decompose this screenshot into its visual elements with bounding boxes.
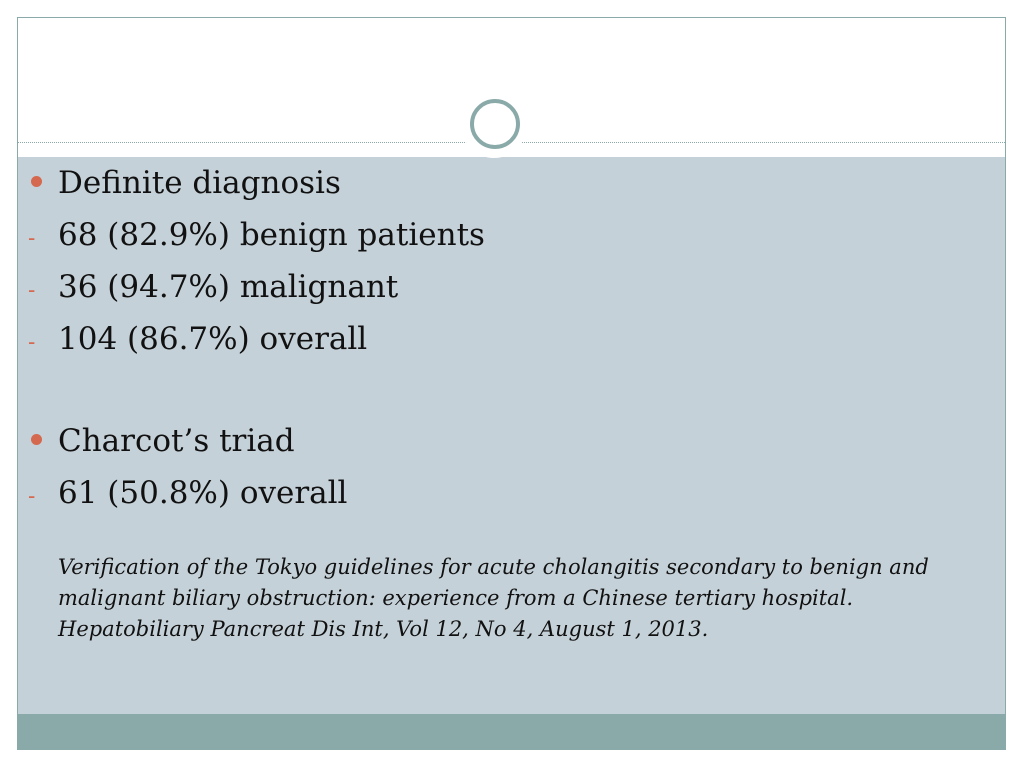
bullet-marker — [28, 160, 52, 206]
dash-marker — [28, 264, 52, 313]
bullet-item-definite-diagnosis — [28, 160, 968, 212]
ring-ornament-icon — [470, 99, 520, 149]
dash-item-malignant — [28, 264, 968, 316]
dash-text: 36 (94.7%) malignant — [58, 269, 399, 305]
spacer — [28, 522, 968, 552]
dash-text: 68 (82.9%) benign patients — [58, 217, 485, 253]
dash-marker — [28, 316, 52, 365]
spacer — [28, 368, 968, 418]
dash-glyph: - — [28, 329, 36, 354]
dash-glyph: - — [28, 225, 36, 250]
slide-body — [28, 160, 968, 645]
citation-text: Verification of the Tokyo guidelines for acute cholangitis secondary to benign and malignant biliary obstruction: experience from a Chinese tertiary hospital. Hepatobiliary Pancreat Dis Int, Vol 12, No 4, August 1, 2013. — [58, 555, 929, 641]
bullet-text: Charcot’s triad — [58, 423, 295, 459]
dash-glyph: - — [28, 483, 36, 508]
bullet-dot-icon — [31, 176, 42, 187]
dash-text: 104 (86.7%) overall — [58, 321, 368, 357]
bullet-item-charcots-triad — [28, 418, 968, 470]
dash-item-charcot-overall — [28, 470, 968, 522]
dash-text: 61 (50.8%) overall — [58, 475, 348, 511]
dash-marker — [28, 212, 52, 261]
bullet-text: Definite diagnosis — [58, 165, 341, 201]
dash-item-overall — [28, 316, 968, 368]
dash-item-benign — [28, 212, 968, 264]
dash-marker — [28, 470, 52, 519]
footer-band — [18, 714, 1005, 749]
bullet-marker — [28, 418, 52, 464]
bullet-dot-icon — [31, 434, 42, 445]
dash-glyph: - — [28, 277, 36, 302]
